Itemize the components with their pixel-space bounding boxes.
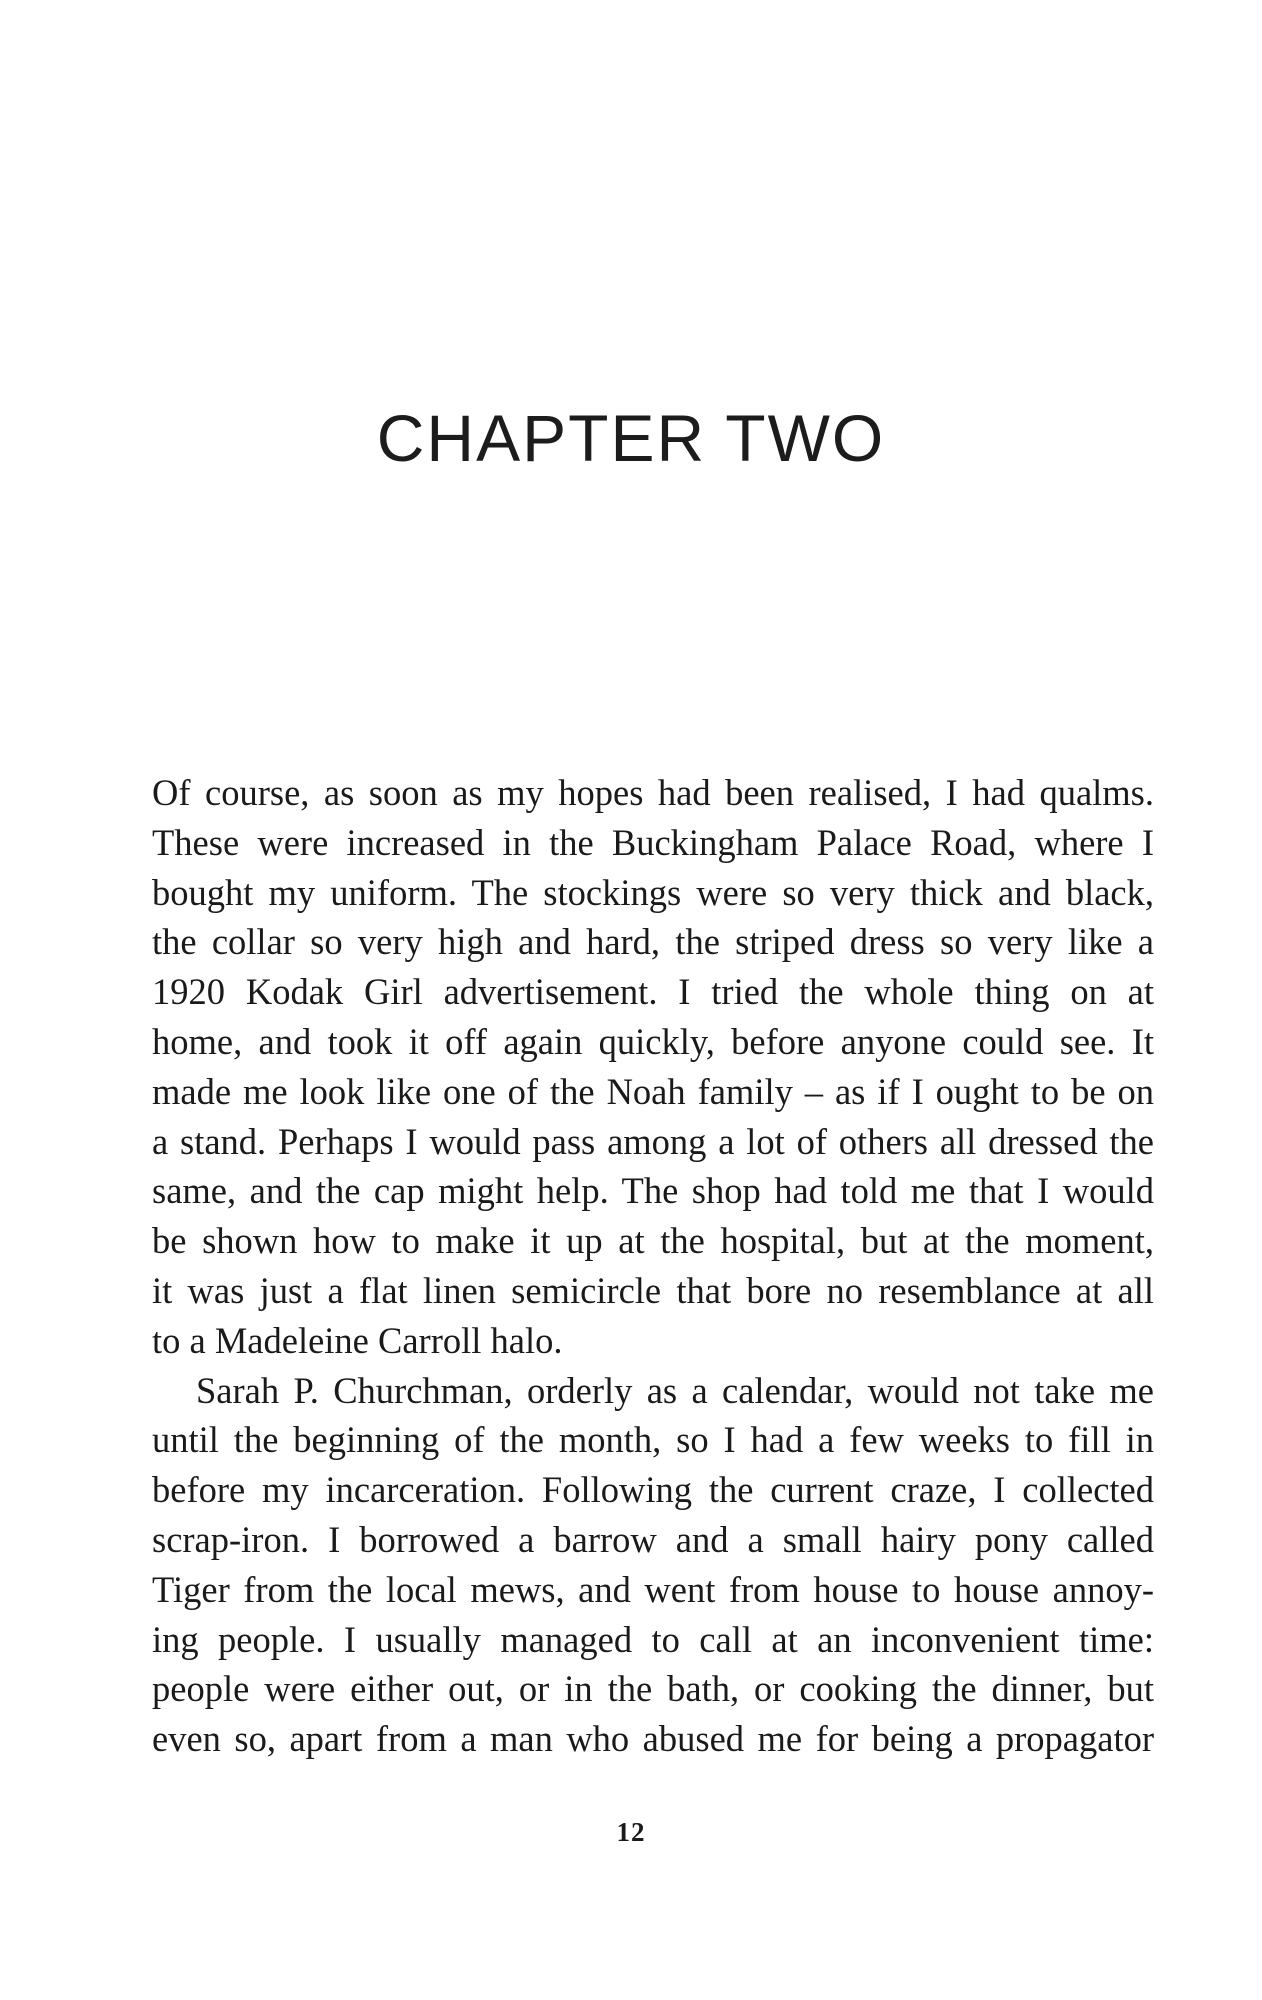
text-line: to a Madeleine Carroll halo.	[152, 1319, 563, 1361]
chapter-body	[152, 768, 1154, 1764]
text-line: 1920 Kodak Girl advertisement. I tried the whole thing on at	[152, 971, 1154, 1013]
text-line: same, and the cap might help. The shop had told me that I would	[152, 1170, 1154, 1212]
text-line: it was just a flat linen semicircle that bore no resemblance at all	[152, 1269, 1154, 1311]
text-line: scrap-iron. I borrowed a barrow and a small hairy pony called	[152, 1518, 1154, 1560]
text-line: made me look like one of the Noah family – as if I ought to be on	[152, 1070, 1154, 1112]
text-line: home, and took it off again quickly, before anyone could see. It	[152, 1020, 1154, 1062]
text-line: Sarah P. Churchman, orderly as a calendar, would not take me	[196, 1369, 1154, 1411]
text-line: a stand. Perhaps I would pass among a lot of others all dressed the	[152, 1120, 1154, 1162]
page-number: 12	[616, 1817, 646, 1847]
text-line: Of course, as soon as my hopes had been realised, I had qualms.	[152, 772, 1154, 813]
text-line: be shown how to make it up at the hospital, but at the moment,	[152, 1220, 1154, 1262]
text-line: before my incarceration. Following the current craze, I collected	[152, 1469, 1154, 1511]
text-line: until the beginning of the month, so I had a few weeks to fill in	[152, 1419, 1154, 1461]
text-line: These were increased in the Buckingham Palace Road, where I	[152, 821, 1154, 863]
text-line: ing people. I usually managed to call at an inconvenient time:	[152, 1618, 1154, 1660]
text-line: the collar so very high and hard, the striped dress so very like a	[152, 921, 1154, 963]
chapter-title: CHAPTER TWO	[376, 401, 886, 475]
text-line: even so, apart from a man who abused me for being a propagator	[152, 1718, 1154, 1760]
text-line: bought my uniform. The stockings were so very thick and black,	[152, 871, 1154, 913]
text-line: Tiger from the local mews, and went from house to house annoy-	[152, 1568, 1154, 1610]
text-line: people were either out, or in the bath, or cooking the dinner, but	[152, 1668, 1154, 1710]
